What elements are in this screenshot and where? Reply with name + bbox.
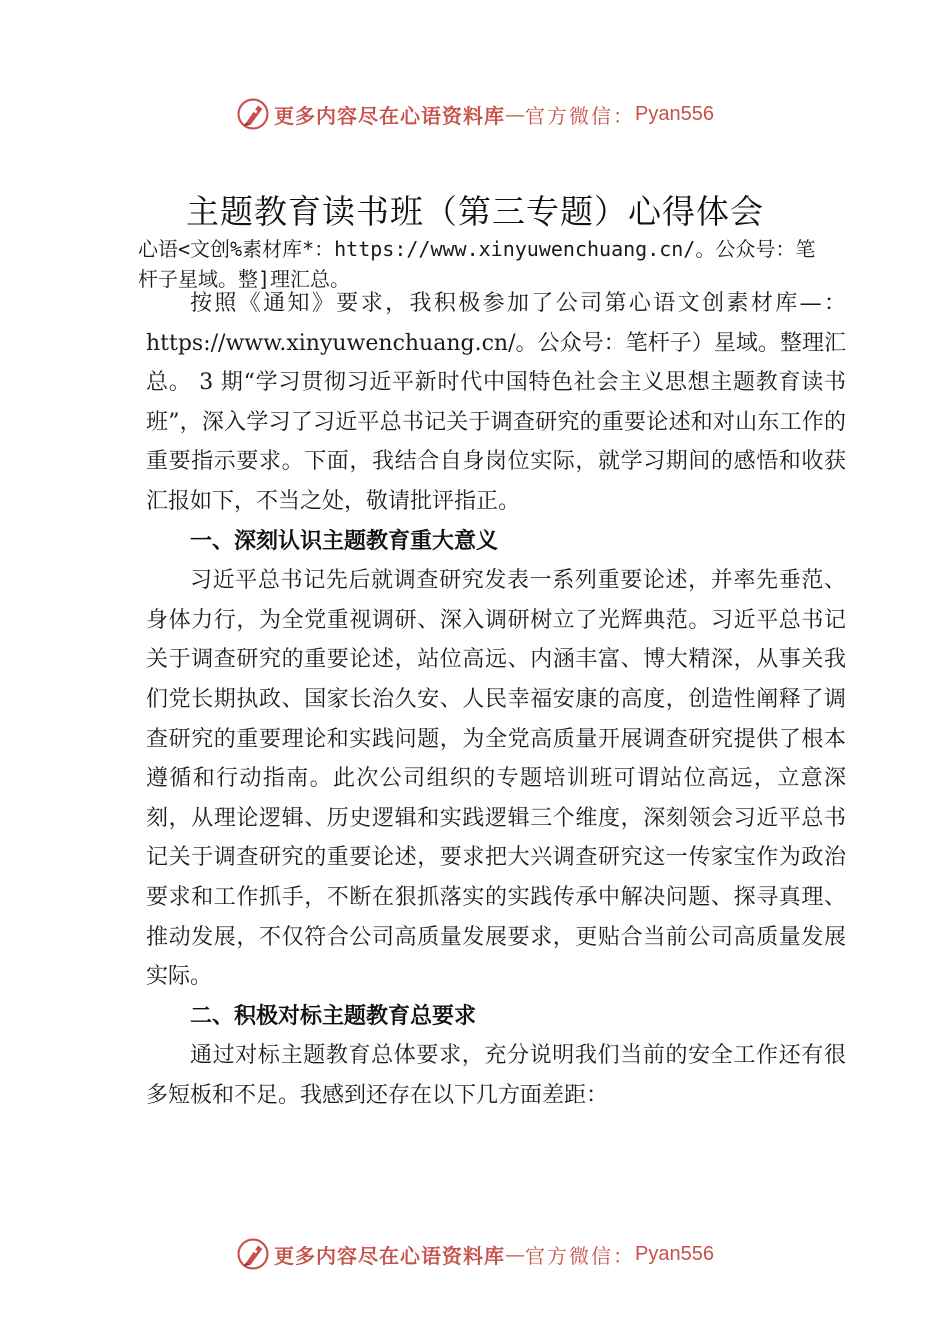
section-heading-1: 一、深刻认识主题教育重大意义 [190,528,499,554]
watermark-wechat-label: 官方微信： [525,103,636,128]
top-watermark-banner [0,94,950,134]
watermark-separator: — [505,102,526,126]
document-body [146,284,846,1115]
watermark-wechat-label: 官方微信： [525,1243,636,1268]
bottom-watermark-banner [0,1234,950,1274]
watermark-wechat-id: Pyan556 [635,1242,714,1265]
pen-nib-logo-icon [236,1237,270,1271]
watermark-main-text: 更多内容尽在心语资料库 [274,1243,506,1268]
pen-nib-logo-icon [236,97,270,131]
watermark-main-text: 更多内容尽在心语资料库 [274,103,506,128]
section-heading-2: 二、积极对标主题教育总要求 [190,1003,477,1029]
watermark-wechat-id: Pyan556 [635,102,714,125]
intro-attribution: 心语<文创%素材库*：https://www.xinyuwenchuang.cn/。公众号：笔杆子星域。整]理汇总。 [138,237,816,291]
paragraph-1: 按照《通知》要求，我积极参加了公司第心语文创素材库—：https://www.xinyuwenchuang.cn/。公众号：笔杆子）星域。整理汇总。 3 期“学习贯彻习近平新时代中国特色社会主义思想主题教育读书班”，深入学习了习近平总书记关于调查研究的重要论述和对山东工作的重要指示要求。下面，我结合自身岗位实际，就学习期间的感悟和收获汇报如下，不当之处，敬请批评指正。 [146,291,846,514]
paragraph-3: 通过对标主题教育总体要求，充分说明我们当前的安全工作还有很多短板和不足。我感到还存在以下几方面差距： [146,1043,846,1108]
document-title: 主题教育读书班（第三专题）心得体会 [186,192,764,231]
paragraph-2: 习近平总书记先后就调查研究发表一系列重要论述，并率先垂范、身体力行，为全党重视调研、深入调研树立了光辉典范。习近平总书记关于调查研究的重要论述，站位高远、内涵丰富、博大精深，从事关我们党长期执政、国家长治久安、人民幸福安康的高度，创造性阐释了调查研究的重要理论和实践问题，为全党高质量开展调查研究提供了根本遵循和行动指南。此次公司组织的专题培训班可谓站位高远，立意深刻，从理论逻辑、历史逻辑和实践逻辑三个维度，深刻领会习近平总书记关于调查研究的重要论述，要求把大兴调查研究这一传家宝作为政治要求和工作抓手，不断在狠抓落实的实践传承中解决问题、探寻真理、推动发展，不仅符合公司高质量发展要求，更贴合当前公司高质量发展实际。 [146,568,846,990]
watermark-separator: — [505,1242,526,1266]
